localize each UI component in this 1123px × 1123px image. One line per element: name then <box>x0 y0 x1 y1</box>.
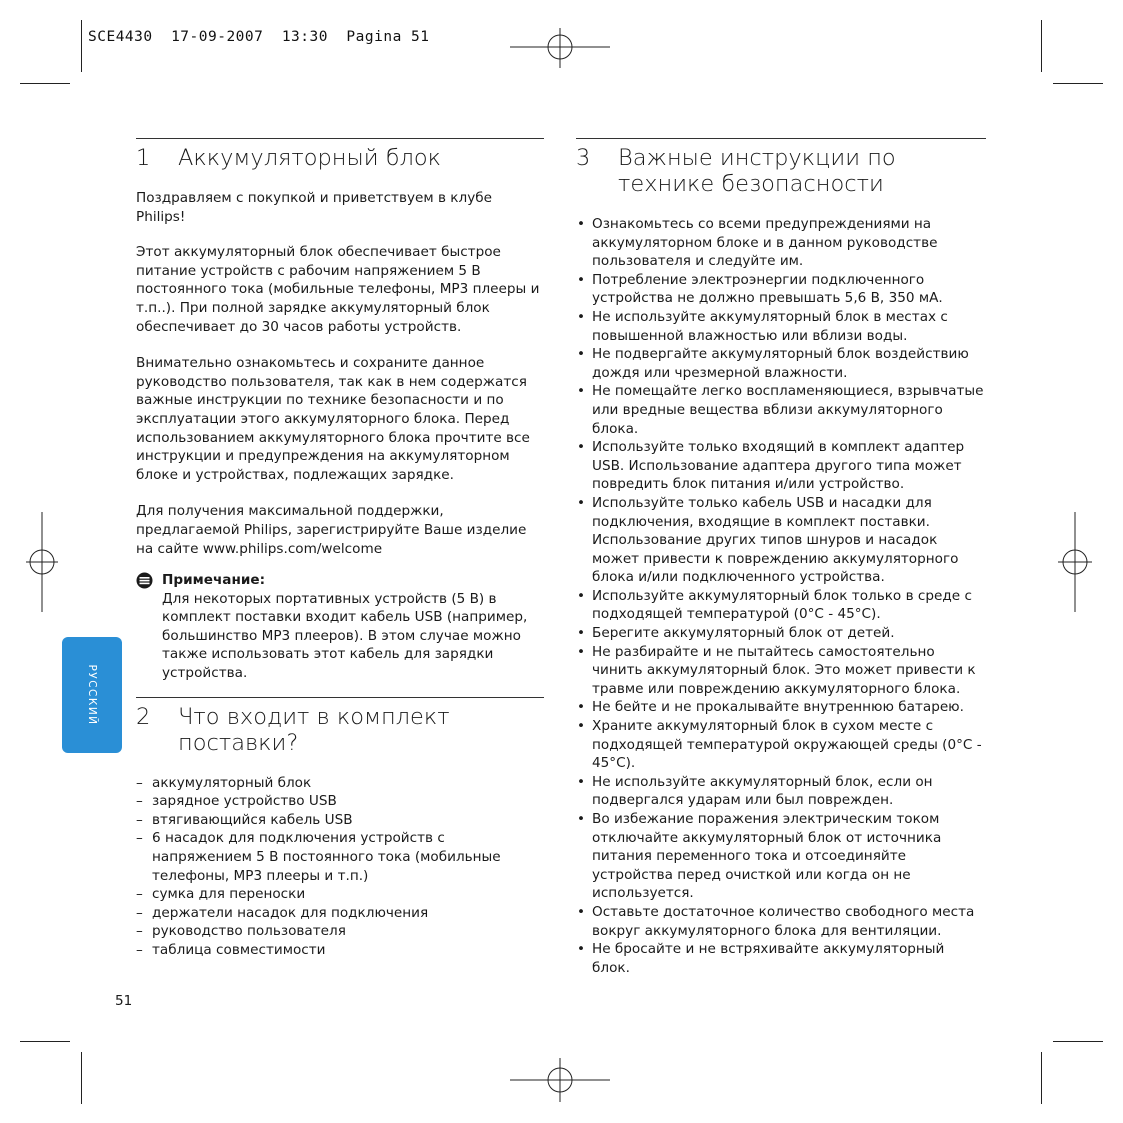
list-item: • Потребление электроэнергии подключенного устройства не должно превышать 5,6 В, 350 мА. <box>576 271 986 308</box>
list-item: • Не помещайте легко воспламеняющиеся, взрывчатые или вредные вещества вблизи аккумуляторного блока. <box>576 382 986 438</box>
list-item: – 6 насадок для подключения устройств с напряжением 5 В постоянного тока (мобильные телефоны, MP3 плееры и т.п.) <box>136 829 544 885</box>
list-item: • Не используйте аккумуляторный блок, если он подвергался ударам или был поврежден. <box>576 773 986 810</box>
section-title: Аккумуляторный блок <box>178 145 441 171</box>
paragraph: Поздравляем с покупкой и приветствуем в клубе Philips! <box>136 190 492 225</box>
registration-mark-icon <box>26 512 58 612</box>
registration-mark-icon <box>1058 512 1092 612</box>
print-slug: SCE4430 17-09-2007 13:30 Pagina 51 <box>88 29 430 45</box>
note-text: Для некоторых портативных устройств (5 В) в комплект поставки входит кабель USB (например, большинство MP3 плееров). В этом случае можно также использовать этот кабель для зарядки устройства. <box>162 590 528 682</box>
list-item: – втягивающийся кабель USB <box>136 811 544 830</box>
list-item: • Не используйте аккумуляторный блок в местах с повышенной влажностью или вблизи воды. <box>576 308 986 345</box>
list-item: • Не подвергайте аккумуляторный блок воздействию дождя или чрезмерной влажности. <box>576 345 986 382</box>
paragraph: Для получения максимальной поддержки, предлагаемой Philips, зарегистрируйте Ваше изделие на сайте www.philips.com/welcome <box>136 503 527 557</box>
language-tab <box>62 637 122 753</box>
list-item: • Во избежание поражения электрическим током отключайте аккумуляторный блок от источника питания переменного тока и отсоединяйте устройства перед очисткой или когда он не используется. <box>576 810 986 903</box>
note-block <box>136 571 544 683</box>
right-column <box>576 138 986 977</box>
list-item: • Используйте только входящий в комплект адаптер USB. Использование адаптера другого типа может повредить блок питания и/или устройство. <box>576 438 986 494</box>
safety-instructions-list <box>576 215 986 977</box>
crop-mark <box>1053 1041 1103 1042</box>
list-item: • Берегите аккумуляторный блок от детей. <box>576 624 986 643</box>
section-2-heading <box>136 698 544 756</box>
list-item: – аккумуляторный блок <box>136 774 544 793</box>
list-item: • Используйте аккумуляторный блок только в среде с подходящей температурой (0°C - 45°C). <box>576 587 986 624</box>
crop-mark <box>1041 1052 1042 1104</box>
list-item: • Не разбирайте и не пытайтесь самостоятельно чинить аккумуляторный блок. Это может привести к травме или повреждению аккумуляторного блока. <box>576 643 986 699</box>
note-icon <box>136 572 153 589</box>
registration-mark-icon <box>510 28 610 68</box>
crop-mark <box>81 1052 82 1104</box>
crop-mark <box>1041 20 1042 72</box>
list-item: • Не бросайте и не встряхивайте аккумуляторный блок. <box>576 940 986 977</box>
note-title: Примечание: <box>162 572 266 589</box>
list-item: – держатели насадок для подключения <box>136 904 544 923</box>
registration-mark-icon <box>510 1058 610 1102</box>
list-item: • Используйте только кабель USB и насадки для подключения, входящие в комплект поставки. Использование других типов шнуров и насадок может привести к повреждению аккумуляторного блока и/или подключенного устройства. <box>576 494 986 587</box>
section-3-heading <box>576 139 986 197</box>
left-column <box>136 138 544 960</box>
crop-mark <box>81 20 82 72</box>
section-number: 3 <box>576 145 591 171</box>
section-number: 2 <box>136 703 151 730</box>
list-item: • Храните аккумуляторный блок в сухом месте с подходящей температурой окружающей среды (0°C - 45°C). <box>576 717 986 773</box>
list-item: – таблица совместимости <box>136 941 544 960</box>
package-contents-list <box>136 774 544 960</box>
section-2 <box>136 697 544 960</box>
crop-mark <box>20 1041 70 1042</box>
section-title: Важные инструкции по технике безопасности <box>618 145 896 197</box>
paragraph: Внимательно ознакомьтесь и сохраните данное руководство пользователя, так как в нем содержатся важные инструкции по технике безопасности и по эксплуатации этого аккумуляторного блока. Перед использованием аккумуляторного блока прочтите все инструкции и предупреждения на аккумуляторном блоке и устройствах, подлежащих зарядке. <box>136 355 530 483</box>
list-item: – зарядное устройство USB <box>136 792 544 811</box>
list-item: • Не бейте и не прокалывайте внутреннюю батарею. <box>576 698 986 717</box>
paragraph: Этот аккумуляторный блок обеспечивает быстрое питание устройств с рабочим напряжением 5 В постоянного тока (мобильные телефоны, MP3 плееры и т.п..). При полной зарядке аккумуляторный блок обеспечивает до 30 часов работы устройств. <box>136 244 540 335</box>
list-item: – сумка для переноски <box>136 885 544 904</box>
section-title: Что входит в комплект поставки? <box>178 703 450 756</box>
language-tab-label: РУССКИЙ <box>86 664 98 726</box>
section-1-heading <box>136 139 544 171</box>
list-item: • Ознакомьтесь со всеми предупреждениями на аккумуляторном блоке и в данном руководстве пользователя и следуйте им. <box>576 215 986 271</box>
crop-mark <box>20 83 70 84</box>
section-number: 1 <box>136 145 151 171</box>
list-item: – руководство пользователя <box>136 922 544 941</box>
crop-mark <box>1053 83 1103 84</box>
page-number: 51 <box>115 993 133 1009</box>
list-item: • Оставьте достаточное количество свободного места вокруг аккумуляторного блока для вентиляции. <box>576 903 986 940</box>
